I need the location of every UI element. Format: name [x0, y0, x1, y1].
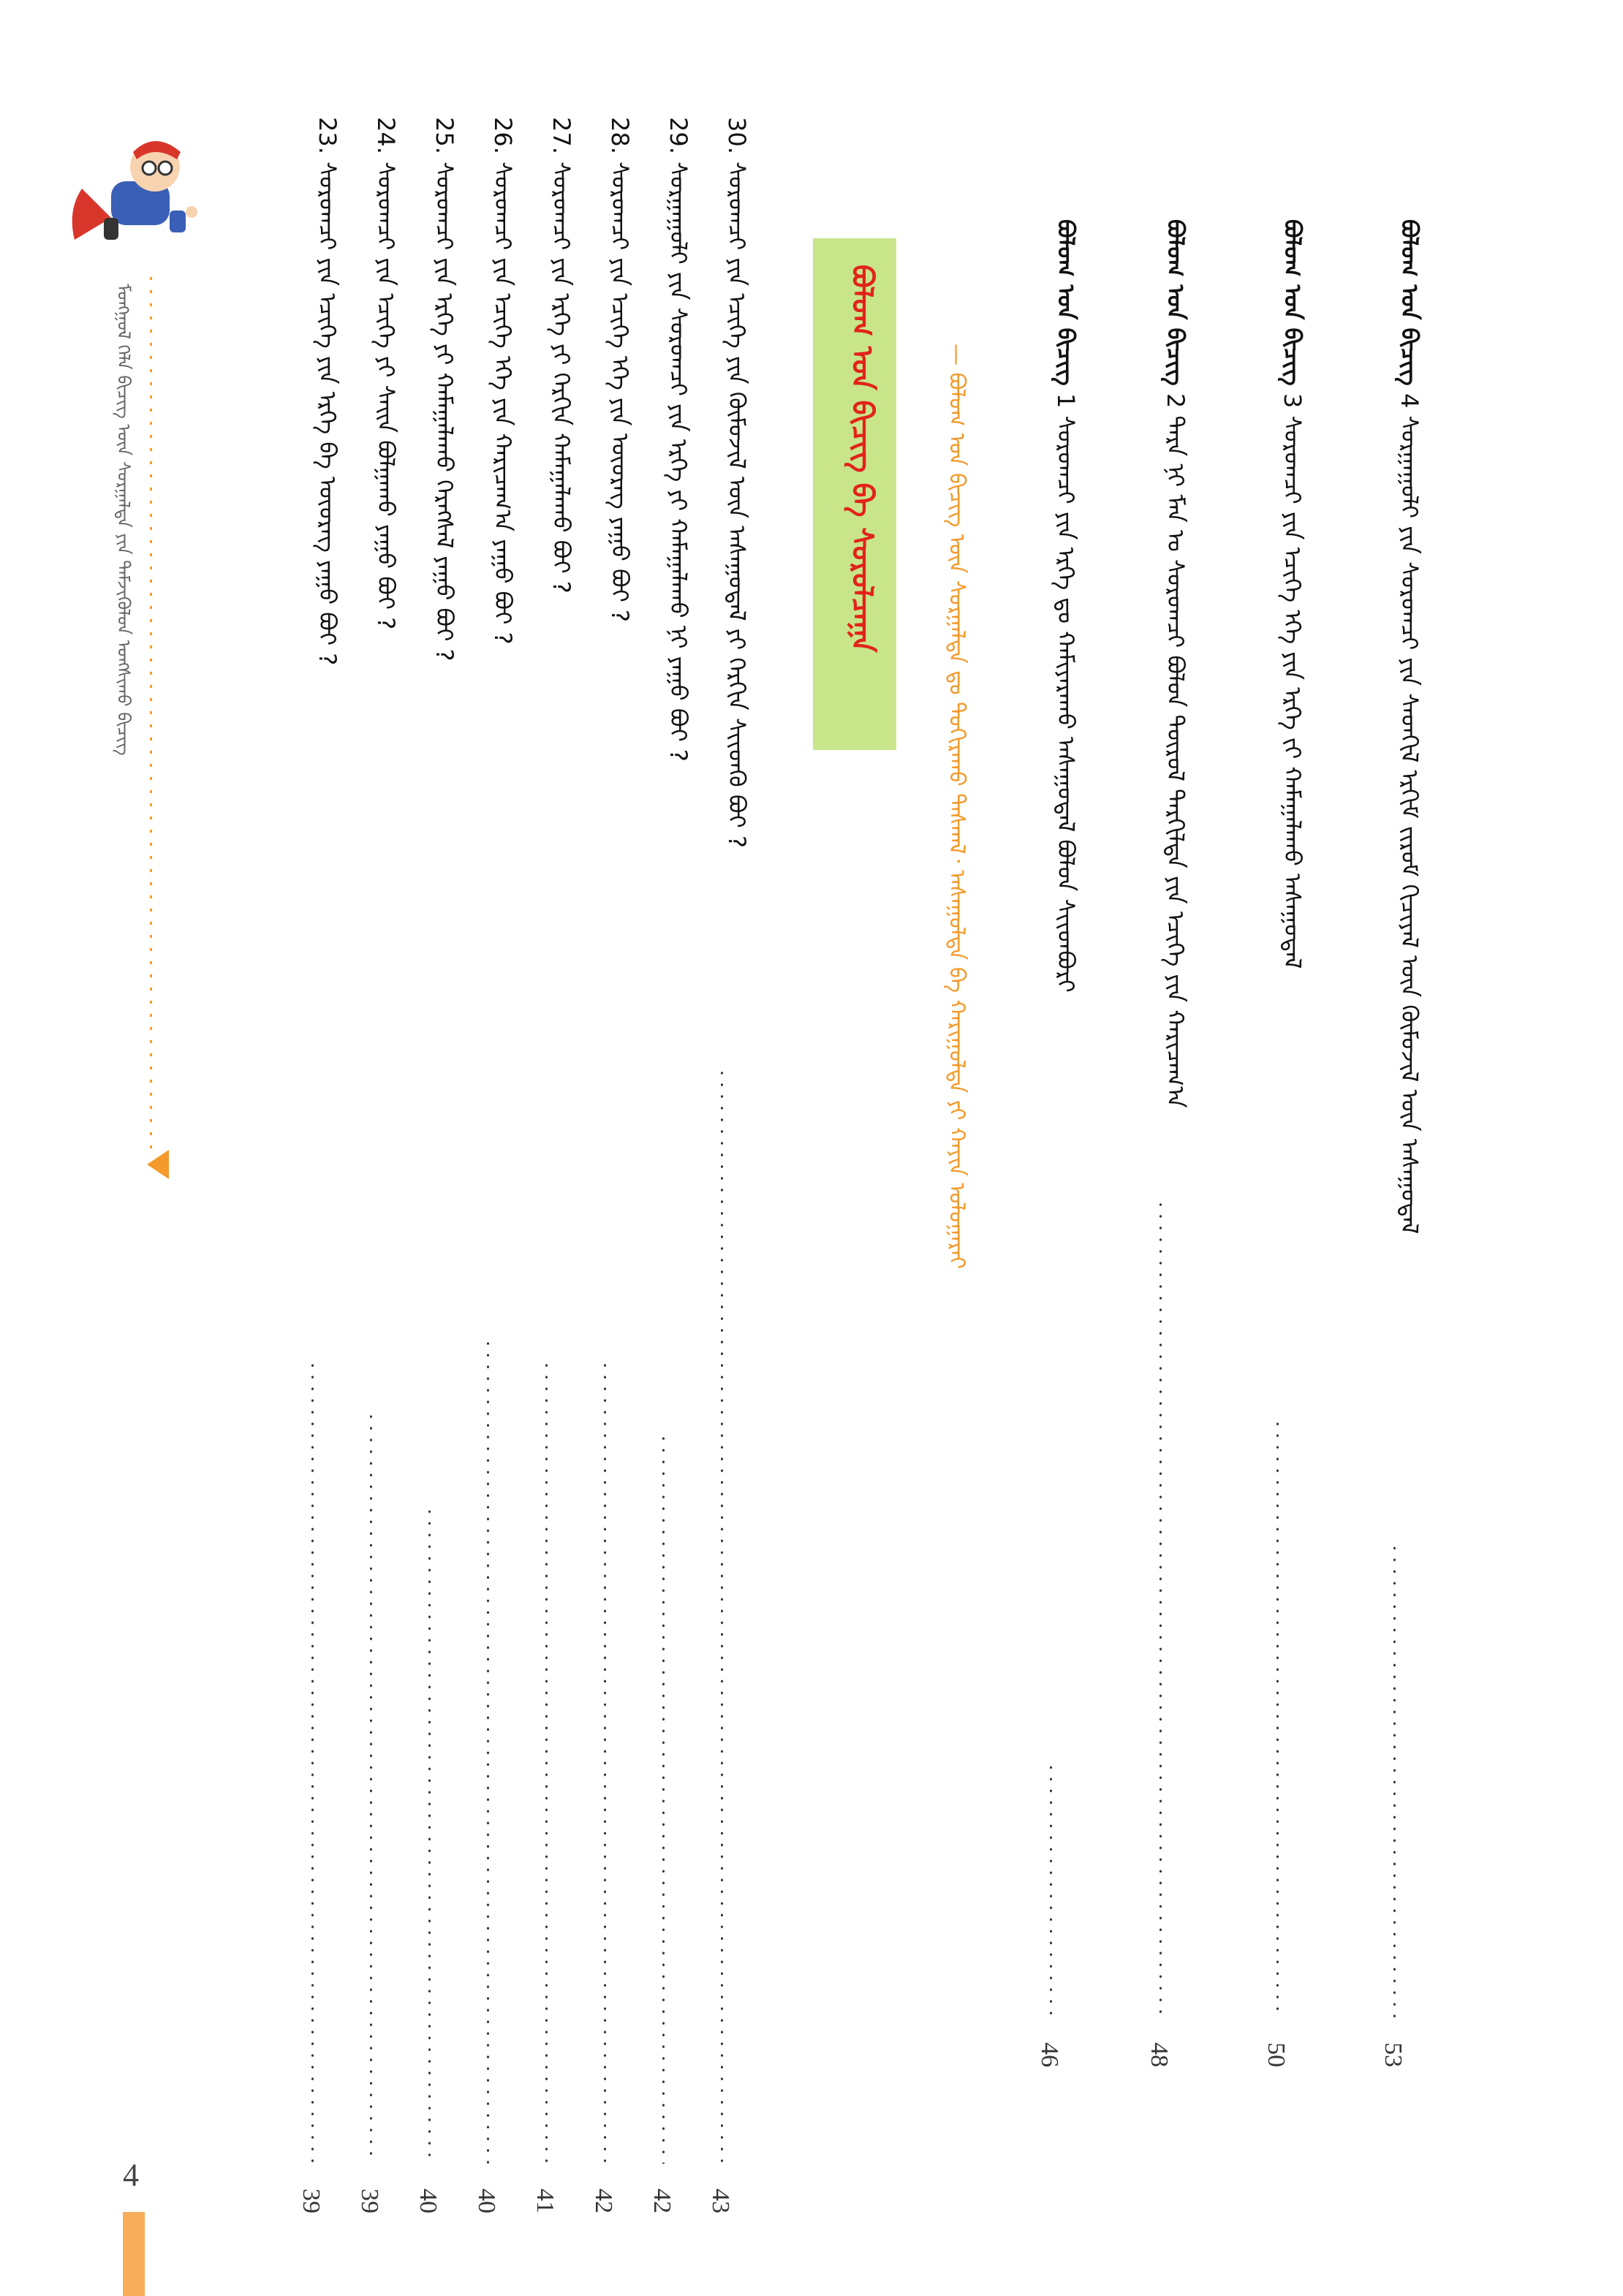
unit-entry: ᠪᠣᠯᠣᠭ ᠤᠨ ᠪᠢᠴᠢᠭ᠌ 3 ᠰᠤᠷᠤᠭᠴᠢ ᠶᠢᠨ ᠡᠴᠢᠭᠡ ᠡᠬᠡ ᠶᠢᠨ ᠡᠷᠬᠡ ᠵᠢ ᠬᠠᠮᠠᠭᠠᠯᠠᠬᠤ ᠠᠰᠠᠭᠤᠳᠠᠯ: [1279, 219, 1306, 969]
leader-dots: [311, 1360, 314, 2164]
leader-dots: [721, 1067, 723, 2164]
leader-dots: [1393, 1542, 1396, 2017]
section-title-box: [813, 238, 896, 750]
page-number: 42: [648, 2189, 676, 2213]
page-number: 40: [415, 2189, 442, 2213]
page-number: 50: [1263, 2042, 1290, 2067]
page-number: 48: [1146, 2042, 1173, 2067]
leader-dots: [1050, 1762, 1052, 2017]
footer-text: ᠮᠣᠩᠭᠣᠯ ᠬᠡᠯᠡ ᠪᠢᠴᠢᠭ᠌ ᠦᠨ ᠰᠤᠷᠭᠠᠯᠳᠠ ᠶᠢᠨ ᠳᠡᠮᠵᠢᠭᠦᠯᠦᠨ ᠤᠩᠰᠢᠬᠤ ᠪᠢᠴᠢᠭ᠌: [113, 284, 134, 756]
question-text: 29. ᠰᠤᠷᠭᠠᠭᠤᠯᠢ ᠶᠢᠨ ᠰᠤᠷᠤᠭᠴᠢ ᠶᠢᠨ ᠡᠷᠬᠡ ᠶᠢ ᠬᠠᠮᠠᠭᠠᠯᠠᠬᠤ ᠨᠢ ᠶᠠᠭᠤ ᠪᠤᠢ ?: [665, 117, 692, 762]
mascot-illustration: [60, 130, 221, 276]
question-text: 26. ᠰᠤᠷᠤᠭᠴᠢ ᠶᠢᠨ ᠡᠴᠢᠭᠡ ᠡᠬᠡ ᠶᠢᠨ ᠬᠠᠷᠢᠴᠠᠭ᠎ᠠ ᠶᠠᠭᠤ ᠪᠤᠢ ?: [489, 117, 517, 645]
section-title: ᠪᠣᠯᠣᠭ ᠤᠨ ᠪᠢᠴᠢᠭ᠌ ᠪᠠ ᠰᠤᠷᠤᠯᠴᠠᠭᠠ: [845, 265, 879, 653]
leader-dots: [662, 1433, 665, 2164]
page-number: 46: [1036, 2042, 1063, 2067]
section-subtitle: — ᠪᠣᠯᠣᠭ ᠤᠨ ᠪᠢᠴᠢᠭ᠌ ᠦᠨ ᠰᠤᠷᠭᠠᠯᠳᠠ ᠳᠤ ᠲᠣᠬᠢᠷᠠᠬᠤ ᠳᠠᠰᠬᠠᠯ᠂ ᠠᠰᠠᠭᠤᠯᠲᠠ ᠪᠠ ᠬᠠᠷᠢᠭᠤᠯᠲᠠ ᠶᠢ ᠬᠠᠶᠢᠨ ᠤᠯᠤᠭᠠᠷᠠᠢ: [944, 344, 969, 1269]
orange-tab: [123, 2212, 145, 2296]
leader-dots: [428, 1506, 431, 2164]
question-text: 27. ᠰᠤᠷᠤᠭᠴᠢ ᠶᠢᠨ ᠡᠷᠬᠡ ᠶᠢ ᠬᠡᠷᠬᠢᠨ ᠬᠠᠮᠠᠭᠠᠯᠠᠬᠤ ᠪᠤᠢ ?: [548, 117, 575, 594]
question-text: 24. ᠰᠤᠷᠤᠭᠴᠢ ᠶᠢᠨ ᠡᠴᠢᠭᠡ ᠶᠢ ᠰᠠᠢᠨ ᠪᠣᠯᠭᠠᠬᠤ ᠶᠠᠭᠤ ᠪᠤᠢ ?: [372, 117, 400, 630]
page-number-footer: 4: [123, 2157, 139, 2193]
question-text: 28. ᠰᠤᠷᠤᠭᠴᠢ ᠶᠢᠨ ᠡᠴᠢᠭᠡ ᠡᠬᠡ ᠶᠢᠨ ᠦᠦᠷᠡᠭ ᠶᠠᠭᠤ ᠪᠤᠢ ?: [606, 117, 634, 623]
footer-arrow-icon: [147, 1150, 169, 1179]
page-number: 42: [590, 2189, 617, 2213]
page-number: 39: [298, 2189, 325, 2213]
page-number: 41: [531, 2189, 559, 2213]
unit-entry: ᠪᠣᠯᠣᠭ ᠤᠨ ᠪᠢᠴᠢᠭ᠌ 1 ᠰᠤᠷᠤᠭᠴᠢ ᠶᠢᠨ ᠡᠷᠬᠡ ᠳᠤ ᠬᠠᠮᠢᠶᠠᠷᠠᠬᠤ ᠠᠰᠠᠭᠤᠳᠠᠯ ᠪᠣᠯᠤᠨ ᠰᠢᠢᠳᠪᠦᠷᠢ: [1052, 219, 1080, 993]
page-number: 43: [707, 2189, 734, 2213]
unit-entry: ᠪᠣᠯᠣᠭ ᠤᠨ ᠪᠢᠴᠢᠭ᠌ 4 ᠰᠤᠷᠭᠠᠭᠤᠯᠢ ᠶᠢᠨ ᠰᠤᠷᠤᠭᠴᠢ ᠶᠢᠨ ᠰᠡᠳᠬᠢᠯ ᠡᠷᠬᠢᠮ ᠵᠢᠷᠤᠮ ᠬᠢᠴᠢᠶᠡᠯ ᠦᠨ ᠬᠦᠮᠦᠵᠢᠯ ᠦᠨ ᠠᠰᠠᠭᠤᠳᠠᠯ: [1396, 219, 1423, 1235]
leader-dots: [1159, 1199, 1162, 2017]
leader-dots: [487, 1338, 489, 2164]
leader-dots: [1276, 1418, 1279, 2017]
question-text: 23. ᠰᠤᠷᠤᠭᠴᠢ ᠶᠢᠨ ᠡᠴᠢᠭᠡ ᠶᠢᠨ ᠡᠷᠬᠡ ᠪᠠ ᠦᠦᠷᠡᠭ ᠶᠠᠭᠤ ᠪᠤᠢ ?: [314, 117, 341, 666]
leader-dots: [545, 1360, 548, 2164]
page-number: 39: [356, 2189, 383, 2213]
leader-dots: [370, 1411, 372, 2164]
question-text: 25. ᠰᠤᠷᠤᠭᠴᠢ ᠶᠢᠨ ᠡᠷᠬᠡ ᠶᠢ ᠬᠠᠮᠠᠭᠠᠯᠠᠬᠤ ᠬᠡᠷᠡᠭᠰᠡᠯ ᠶᠠᠭᠤ ᠪᠤᠢ ?: [431, 117, 458, 662]
page-number: 40: [473, 2189, 500, 2213]
footer-dotted-line: [150, 272, 152, 1155]
page-number: 53: [1380, 2042, 1407, 2067]
unit-entry: ᠪᠣᠯᠣᠭ ᠤᠨ ᠪᠢᠴᠢᠭ᠌ 2 ᠲᠡᠷᠡ ᠨᠢ ᠮᠠᠨ ᠤ ᠰᠤᠷᠤᠭᠴᠢ ᠪᠣᠯᠤᠨ ᠲᠦᠷᠦᠯ ᠲᠠᠷᠬᠢᠯᠳᠠ ᠶᠢᠨ ᠡᠴᠢᠭᠡ ᠶᠢᠨ ᠬᠠᠷᠢᠴᠠᠭ᠎ᠠ: [1162, 219, 1189, 1108]
leader-dots: [604, 1360, 606, 2164]
question-text: 30. ᠰᠤᠷᠤᠭᠴᠢ ᠶᠢᠨ ᠡᠴᠢᠭᠡ ᠶᠢᠨ ᠬᠦᠮᠦᠵᠢᠯ ᠦᠨ ᠠᠰᠠᠭᠤᠳᠠᠯ ᠶᠢ ᠬᠡᠷᠬᠢᠨ ᠰᠢᠢᠳᠬᠦ ᠪᠤᠢ ?: [723, 117, 751, 848]
